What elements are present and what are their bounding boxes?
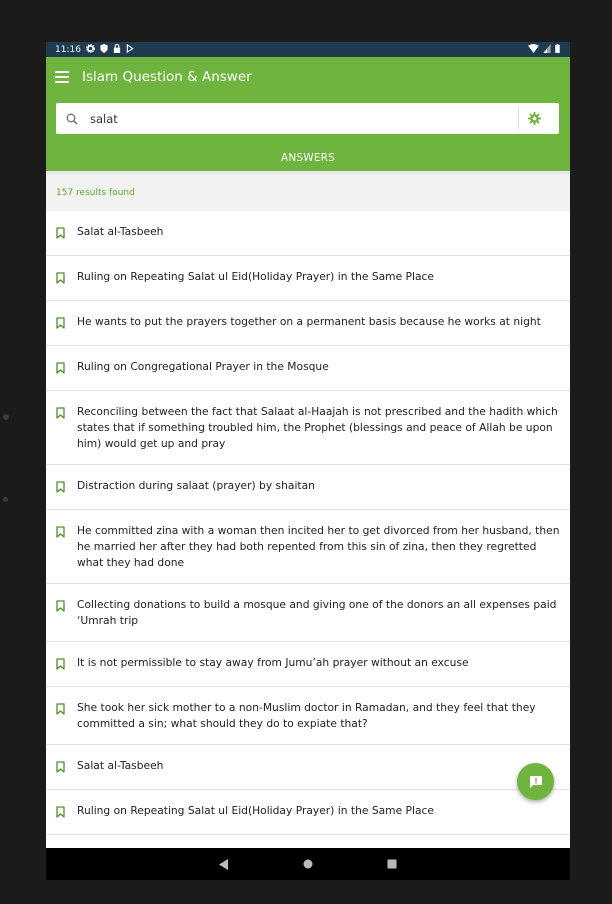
bookmark-icon[interactable] bbox=[56, 655, 77, 674]
bookmark-icon[interactable] bbox=[56, 404, 77, 423]
side-sensor-dot bbox=[3, 414, 9, 420]
gear-icon bbox=[86, 44, 95, 55]
list-item-title: It is not permissible to stay away from Jumu’ah prayer without an excuse bbox=[77, 656, 469, 669]
bookmark-icon[interactable] bbox=[56, 478, 77, 497]
search-box bbox=[56, 103, 559, 134]
list-item-title: Salat al-Tasbeeh bbox=[77, 225, 164, 238]
search-settings-gear-icon[interactable] bbox=[519, 112, 549, 125]
list-item[interactable] bbox=[46, 301, 570, 346]
bookmark-icon[interactable] bbox=[56, 758, 77, 777]
list-item[interactable] bbox=[46, 790, 570, 835]
search-input[interactable] bbox=[88, 112, 518, 126]
hamburger-menu-icon[interactable] bbox=[55, 71, 69, 83]
status-time: 11:16 bbox=[55, 44, 81, 55]
search-icon bbox=[56, 113, 88, 125]
wifi-icon bbox=[528, 44, 539, 55]
app-title: Islam Question & Answer bbox=[82, 69, 252, 85]
list-item[interactable] bbox=[46, 211, 570, 256]
list-item-title: He wants to put the prayers together on a permanent basis because he works at night bbox=[77, 315, 541, 328]
list-item[interactable] bbox=[46, 346, 570, 391]
status-bar bbox=[46, 42, 570, 57]
list-item-title: Distraction during salaat (prayer) by shaitan bbox=[77, 479, 315, 492]
chat-feedback-button[interactable] bbox=[517, 763, 554, 800]
home-icon[interactable] bbox=[301, 857, 315, 871]
list-item-title: Ruling on Congregational Prayer in the Mosque bbox=[77, 360, 329, 373]
system-nav-bar bbox=[46, 848, 570, 880]
bookmark-icon[interactable] bbox=[56, 597, 77, 616]
play-icon bbox=[126, 44, 134, 55]
bookmark-icon[interactable] bbox=[56, 269, 77, 288]
results-count-bar bbox=[46, 174, 570, 211]
list-item[interactable] bbox=[46, 510, 570, 584]
list-item[interactable] bbox=[46, 745, 570, 790]
list-item[interactable] bbox=[46, 642, 570, 687]
list-item[interactable] bbox=[46, 256, 570, 301]
battery-icon bbox=[555, 44, 560, 55]
tab-answers-label: ANSWERS bbox=[280, 152, 336, 164]
list-item-title: Ruling on Repeating Salat ul Eid(Holiday Prayer) in the Same Place bbox=[77, 804, 434, 817]
list-item-title: Ruling on Repeating Salat ul Eid(Holiday Prayer) in the Same Place bbox=[77, 270, 434, 283]
bookmark-icon[interactable] bbox=[56, 314, 77, 333]
signal-icon bbox=[543, 44, 551, 55]
chat-feedback-icon bbox=[529, 775, 543, 789]
list-item[interactable] bbox=[46, 584, 570, 642]
device-screen bbox=[46, 42, 570, 880]
back-icon[interactable] bbox=[217, 857, 231, 871]
recents-icon[interactable] bbox=[385, 857, 399, 871]
list-item-title: Collecting donations to build a mosque and giving one of the donors an all expenses paid ‘Umrah trip bbox=[77, 598, 557, 627]
list-item-title: He committed zina with a woman then incited her to get divorced from her husband, then he married her after they had both repented from this sin of zina, then they regretted what they had done bbox=[77, 524, 560, 569]
shield-icon bbox=[100, 44, 108, 55]
app-bar bbox=[46, 57, 570, 174]
bookmark-icon[interactable] bbox=[56, 224, 77, 243]
tab-answers[interactable] bbox=[46, 145, 570, 171]
list-item[interactable] bbox=[46, 465, 570, 510]
side-sensor-dot bbox=[3, 497, 8, 502]
results-count: 157 results found bbox=[56, 187, 135, 198]
list-item-title: She took her sick mother to a non-Muslim doctor in Ramadan, and they feel that they committed a sin; what should they do to expiate that? bbox=[77, 701, 536, 730]
bookmark-icon[interactable] bbox=[56, 359, 77, 378]
list-item[interactable] bbox=[46, 391, 570, 465]
list-item[interactable] bbox=[46, 687, 570, 745]
bookmark-icon[interactable] bbox=[56, 700, 77, 719]
list-item-title: Salat al-Tasbeeh bbox=[77, 759, 164, 772]
results-list bbox=[46, 211, 570, 835]
lock-icon bbox=[113, 44, 121, 55]
bookmark-icon[interactable] bbox=[56, 523, 77, 542]
tab-indicator bbox=[46, 171, 570, 174]
bookmark-icon[interactable] bbox=[56, 803, 77, 822]
list-item-title: Reconciling between the fact that Salaat al-Haajah is not prescribed and the hadith which states that if something troubled him, the Prophet (blessings and peace of Allah be upon him) would get up and pray bbox=[77, 405, 558, 450]
